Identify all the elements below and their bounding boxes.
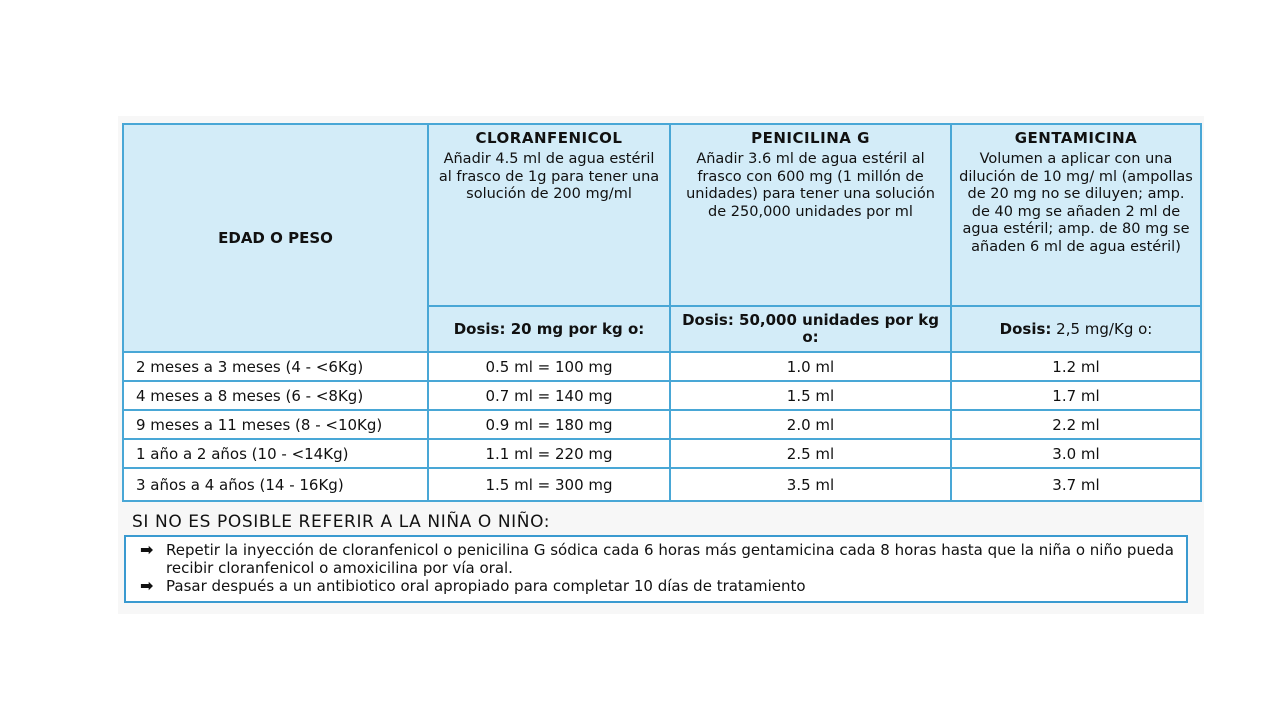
referral-title: SI NO ES POSIBLE REFERIR A LA NIÑA O NIÑO: [132, 512, 551, 532]
age-cell: 9 meses a 11 meses (8 - <10Kg) [123, 410, 428, 439]
value-cell: 0.9 ml = 180 mg [428, 410, 670, 439]
value-cell: 3.7 ml [951, 468, 1201, 501]
value-cell: 2.2 ml [951, 410, 1201, 439]
dosage-table [122, 123, 1202, 502]
dose-cloranfenicol [428, 306, 670, 352]
table-row [123, 381, 1201, 410]
value-cell: 2.5 ml [670, 439, 951, 468]
value-cell: 1.5 ml [670, 381, 951, 410]
value-cell: 2.0 ml [670, 410, 951, 439]
list-item [140, 577, 1178, 595]
value-cell: 0.5 ml = 100 mg [428, 352, 670, 381]
age-header-label: EDAD O PESO [218, 229, 333, 247]
table-row [123, 410, 1201, 439]
list-item [140, 541, 1178, 577]
drug-note-gentamicina: Volumen a aplicar con una dilución de 10 mg/ ml (ampollas de 20 mg no se diluyen; amp. de 40 mg se añaden 2 ml de agua estéril; amp. de 80 mg se añaden 6 ml de agua estéril) [959, 151, 1193, 255]
dose-label-penicilina: Dosis: 50,000 unidades por kg o: [682, 311, 939, 346]
value-cell: 3.5 ml [670, 468, 951, 501]
value-cell: 0.7 ml = 140 mg [428, 381, 670, 410]
age-cell: 2 meses a 3 meses (4 - <6Kg) [123, 352, 428, 381]
value-cell: 1.2 ml [951, 352, 1201, 381]
table-row [123, 352, 1201, 381]
dose-gentamicina [951, 306, 1201, 352]
instruction-text: Pasar después a un antibiotico oral apropiado para completar 10 días de tratamiento [166, 577, 806, 595]
header-cloranfenicol [428, 124, 670, 306]
drug-name-cloranfenicol: CLORANFENICOL [475, 129, 623, 147]
drug-note-cloranfenicol: Añadir 4.5 ml de agua estéril al frasco de 1g para tener una solución de 200 mg/ml [438, 151, 660, 202]
drug-name-penicilina: PENICILINA G [751, 129, 870, 147]
arrow-right-icon: ➡ [140, 576, 154, 595]
drug-note-penicilina: Añadir 3.6 ml de agua estéril al frasco con 600 mg (1 millón de unidades) para tener una solución de 250,000 unidades por ml [686, 151, 935, 220]
header-gentamicina [951, 124, 1201, 306]
value-cell: 1.5 ml = 300 mg [428, 468, 670, 501]
dose-rest-gentamicina: 2,5 mg/Kg o: [1051, 319, 1153, 338]
value-cell: 3.0 ml [951, 439, 1201, 468]
instruction-text: Repetir la inyección de cloranfenicol o penicilina G sódica cada 6 horas más gentamicina cada 8 horas hasta que la niña o niño pueda recibir cloranfenicol o amoxicilina por vía oral. [166, 541, 1174, 577]
age-cell: 4 meses a 8 meses (6 - <8Kg) [123, 381, 428, 410]
value-cell: 1.0 ml [670, 352, 951, 381]
dose-penicilina [670, 306, 951, 352]
age-header-cell [123, 124, 428, 352]
arrow-right-icon: ➡ [140, 540, 154, 559]
age-cell: 1 año a 2 años (10 - <14Kg) [123, 439, 428, 468]
age-cell: 3 años a 4 años (14 - 16Kg) [123, 468, 428, 501]
header-penicilina [670, 124, 951, 306]
value-cell: 1.7 ml [951, 381, 1201, 410]
dose-label-cloranfenicol: Dosis: 20 mg por kg o: [453, 319, 645, 338]
drug-name-gentamicina: GENTAMICINA [1014, 129, 1138, 147]
dose-label-gentamicina: Dosis: [999, 319, 1052, 338]
referral-instructions-box [124, 535, 1188, 603]
value-cell: 1.1 ml = 220 mg [428, 439, 670, 468]
table-row [123, 439, 1201, 468]
table-row [123, 468, 1201, 501]
header-row-notes [123, 124, 1201, 306]
